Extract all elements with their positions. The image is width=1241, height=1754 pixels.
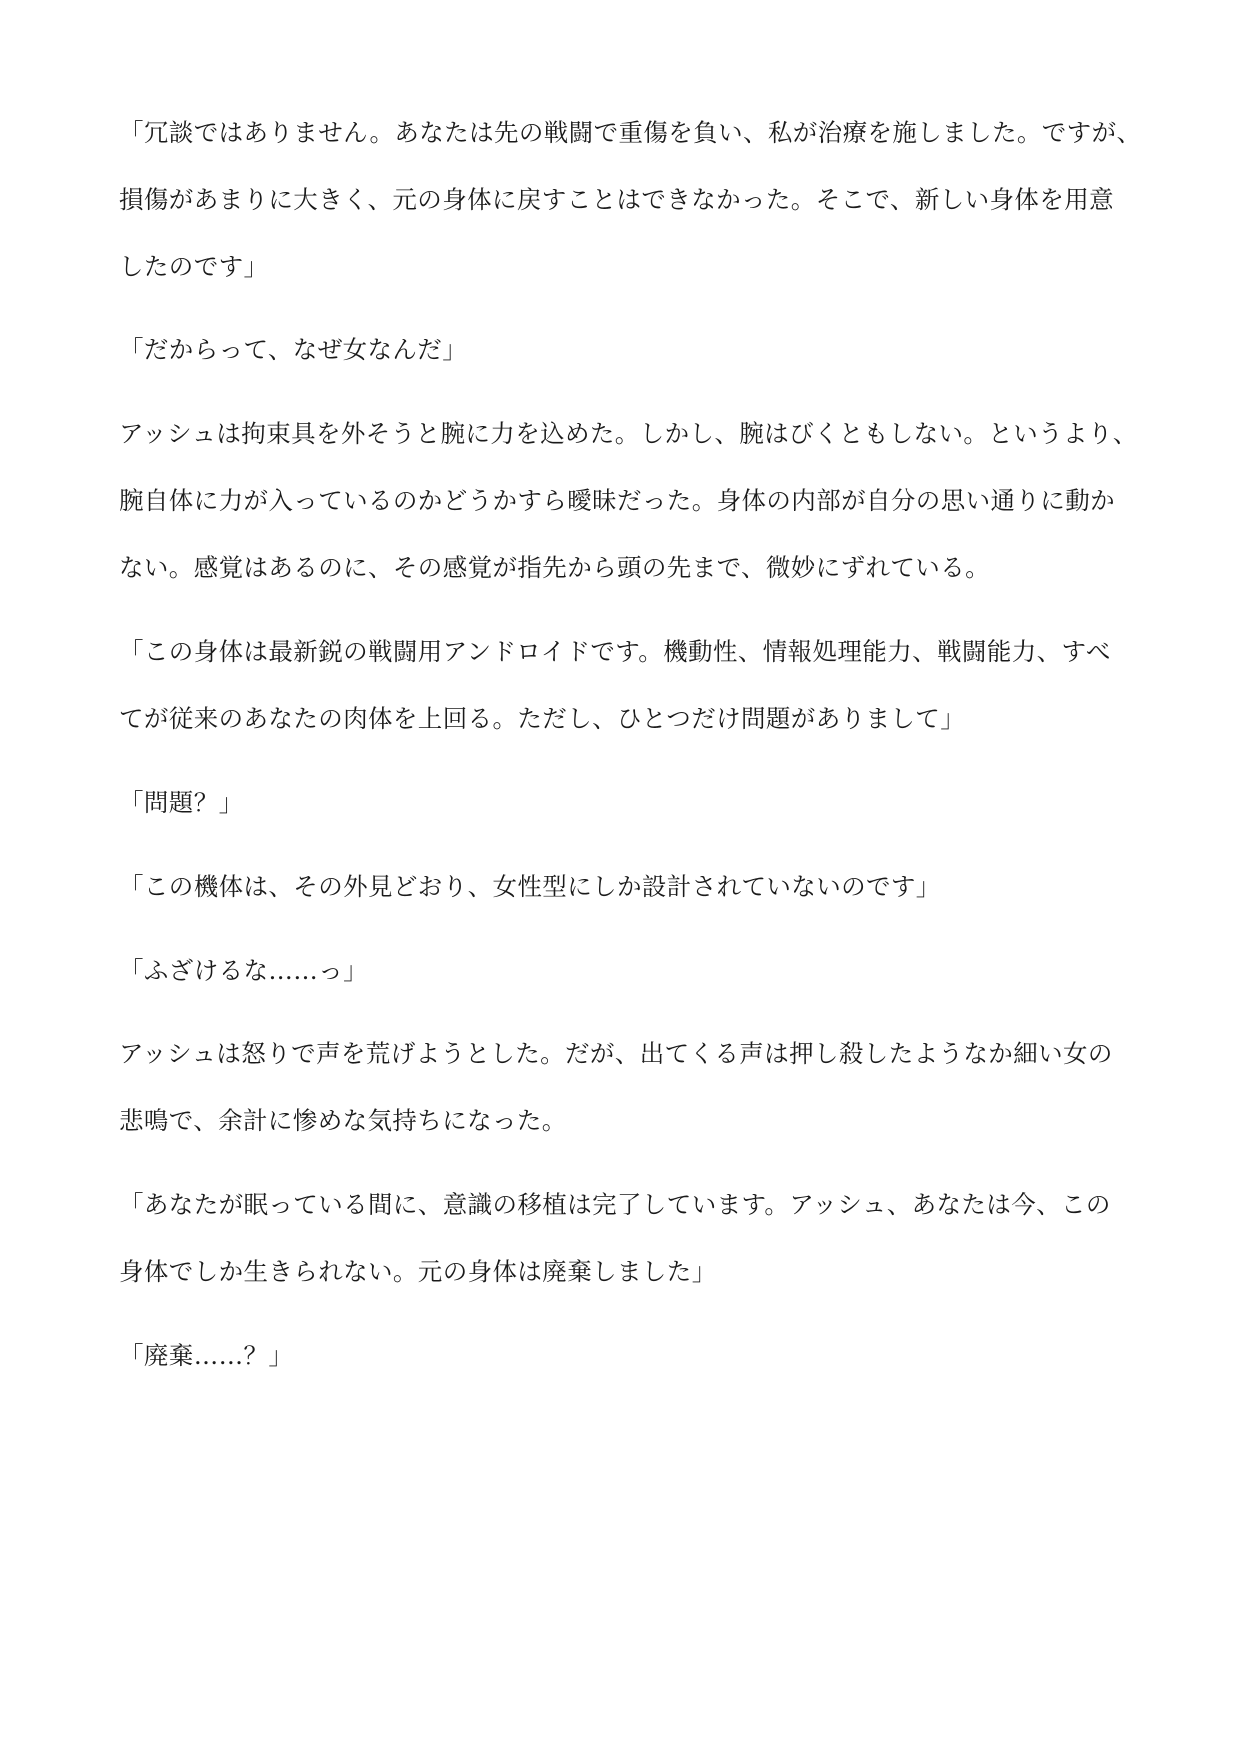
text-line: アッシュは怒りで声を荒げようとした。だが、出てくる声は押し殺したようなか細い女の: [119, 1039, 1113, 1068]
text-line: したのです」: [119, 252, 269, 281]
text-line: 「冗談ではありません。あなたは先の戦闘で重傷を負い、私が治療を施しました。ですが、: [119, 118, 1142, 147]
text-line: 「だからって、なぜ女なんだ」: [119, 335, 468, 364]
text-line: 腕自体に力が入っているのかどうかすら曖昧だった。身体の内部が自分の思い通りに動か: [119, 486, 1115, 515]
text-line: 「廃棄……？」: [119, 1341, 294, 1370]
text-line: 「この機体は、その外見どおり、女性型にしか設計されていないのです」: [119, 872, 941, 901]
text-line: てが従来のあなたの肉体を上回る。ただし、ひとつだけ問題がありまして」: [119, 704, 966, 733]
text-line: 「この身体は最新鋭の戦闘用アンドロイドです。機動性、情報処理能力、戦闘能力、すべ: [119, 637, 1111, 666]
text-line: 身体でしか生きられない。元の身体は廃棄しました」: [119, 1257, 717, 1286]
text-line: 損傷があまりに大きく、元の身体に戻すことはできなかった。そこで、新しい身体を用意: [119, 185, 1115, 214]
text-line: ない。感覚はあるのに、その感覚が指先から頭の先まで、微妙にずれている。: [119, 553, 991, 582]
text-line: 「問題？」: [119, 788, 244, 817]
text-line: 悲鳴で、余計に惨めな気持ちになった。: [119, 1106, 567, 1135]
text-line: 「あなたが眠っている間に、意識の移植は完了しています。アッシュ、あなたは今、この: [119, 1190, 1111, 1219]
text-line: アッシュは拘束具を外そうと腕に力を込めた。しかし、腕はびくともしない。というより、: [119, 419, 1138, 448]
text-line: 「ふざけるな……っ」: [119, 956, 368, 985]
